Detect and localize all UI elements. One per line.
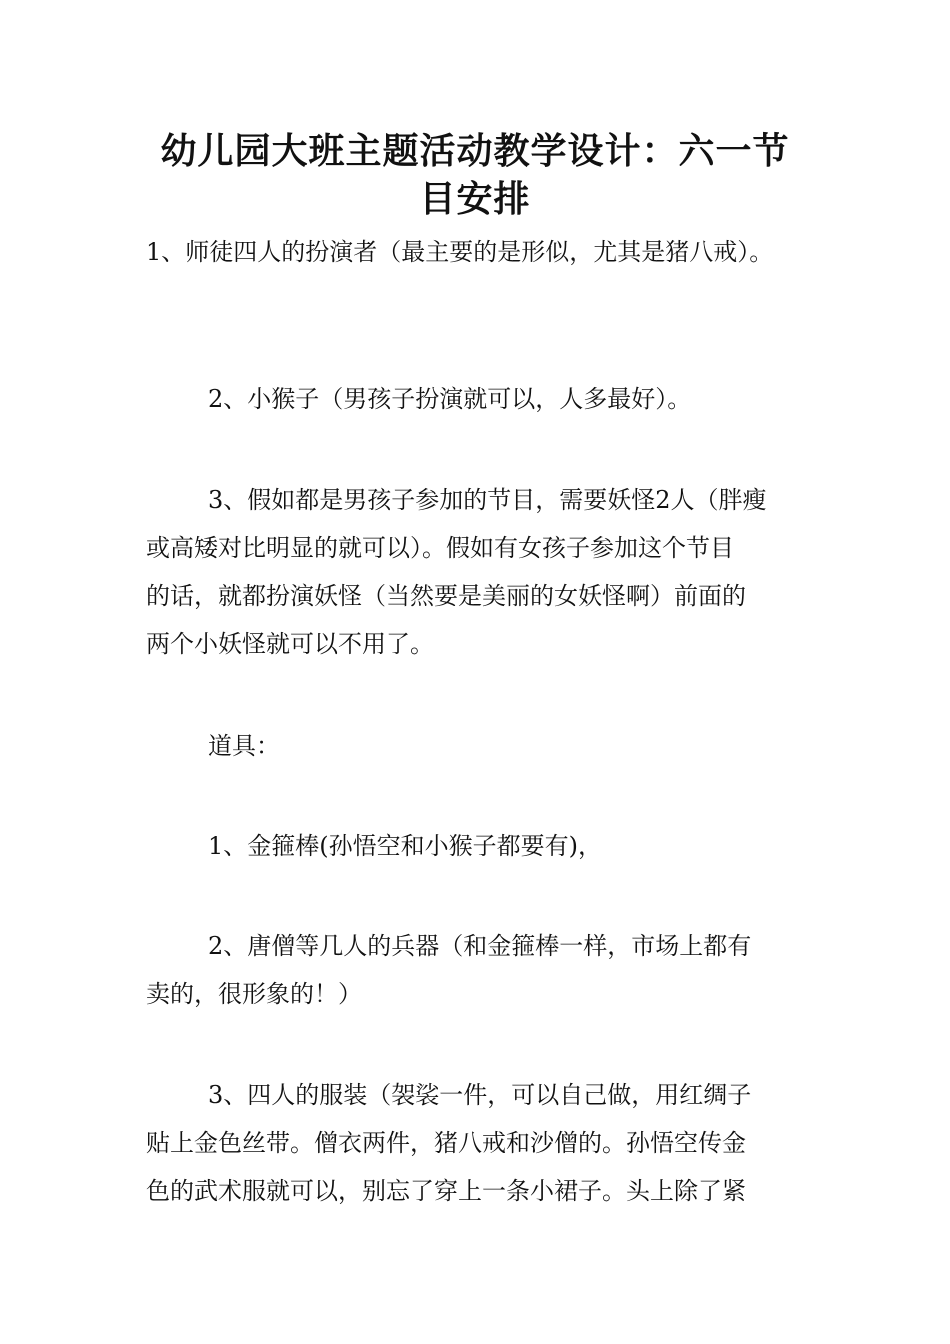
paragraph-line: 两个小妖怪就可以不用了。 bbox=[146, 630, 434, 658]
paragraph-line: 或高矮对比明显的就可以）。假如有女孩子参加这个节目 bbox=[146, 534, 734, 562]
props-heading bbox=[146, 722, 810, 770]
paragraph-line: 贴上金色丝带。僧衣两件，猪八戒和沙僧的。孙悟空传金 bbox=[146, 1129, 746, 1157]
paragraph-1 bbox=[146, 228, 810, 276]
paragraph-line: 2、唐僧等几人的兵器（和金箍棒一样，市场上都有 bbox=[208, 932, 752, 960]
paragraph-line: 的话，就都扮演妖怪（当然要是美丽的女妖怪啊）前面的 bbox=[146, 582, 746, 610]
document-title-line-1: 幼儿园大班主题活动教学设计：六一节 bbox=[160, 131, 790, 172]
paragraph-line: 道具： bbox=[208, 732, 280, 760]
paragraph-2 bbox=[146, 375, 810, 423]
paragraph-line: 2、小猴子（男孩子扮演就可以，人多最好）。 bbox=[208, 385, 692, 413]
paragraph-line: 1、师徒四人的扮演者（最主要的是形似，尤其是猪八戒）。 bbox=[146, 238, 774, 266]
paragraph-3 bbox=[146, 476, 810, 668]
paragraph-line: 3、四人的服装（袈裟一件，可以自己做，用红绸子 bbox=[208, 1081, 752, 1109]
paragraph-line: 色的武术服就可以，别忘了穿上一条小裙子。头上除了紧 bbox=[146, 1177, 746, 1205]
paragraph-line: 卖的，很形象的！） bbox=[146, 980, 362, 1008]
paragraph-props-3 bbox=[146, 1071, 810, 1215]
paragraph-props-1 bbox=[146, 822, 810, 870]
paragraph-props-2 bbox=[146, 922, 810, 1018]
paragraph-line: 1、金箍棒(孙悟空和小猴子都要有)， bbox=[208, 832, 602, 860]
document-title-line-2: 目安排 bbox=[419, 179, 531, 220]
paragraph-line: 3、假如都是男孩子参加的节目，需要妖怪2人（胖瘦 bbox=[208, 486, 767, 514]
